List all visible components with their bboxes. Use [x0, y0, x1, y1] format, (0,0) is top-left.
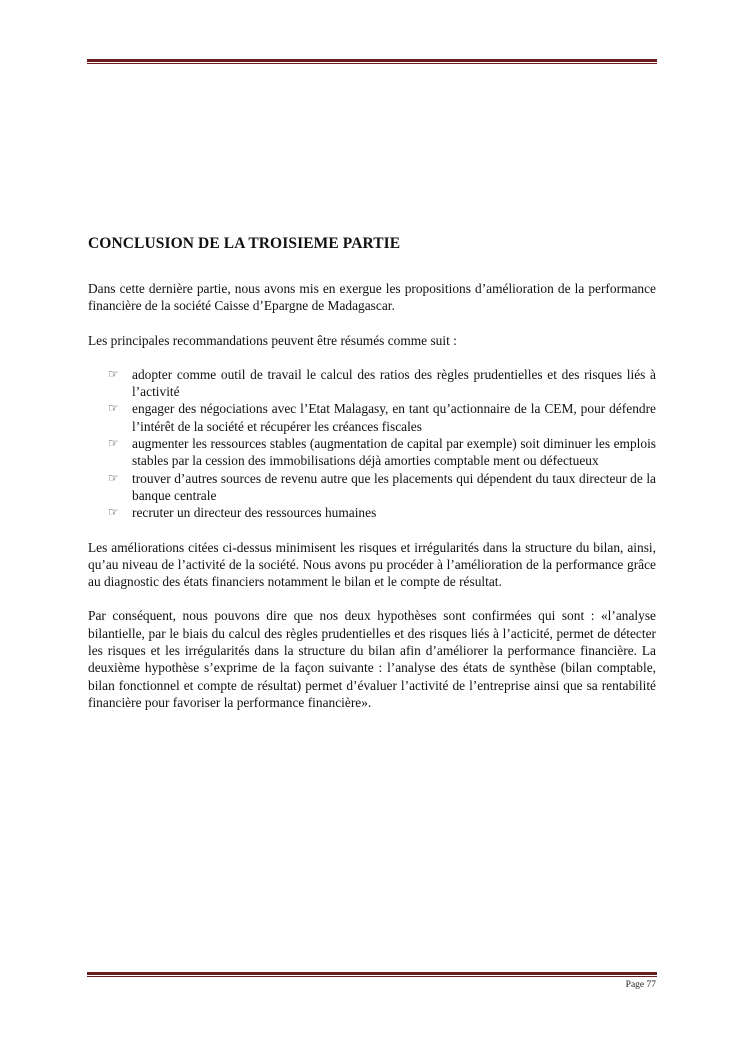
- hypotheses-paragraph: Par conséquent, nous pouvons dire que nos deux hypothèses sont confirmées qui sont : «l’analyse bilantielle, par le biais du calcul des règles prudentielles et des risques liés à l’acticité, permet de détecter les risques et les irrégularités dans la structure du bilan afin d’améliorer la performance financière. La deuxième hypothèse s’exprime de la façon suivante : l’analyse des états de synthèse (bilan comptable, bilan fonctionnel et compte de résultat) permet d’évaluer l’activité de l’entreprise ainsi que sa rentabilité financière pour favoriser la performance financière».: [88, 608, 656, 710]
- list-item-text: engager des négociations avec l’Etat Malagasy, en tant qu’actionnaire de la CEM, pour défendre l’intérêt de la société et récupérer les créances fiscales: [132, 401, 656, 434]
- improvements-paragraph: Les améliorations citées ci-dessus minimisent les risques et irrégularités dans la structure du bilan, ainsi, qu’au niveau de l’activité de la société. Nous avons pu procéder à l’amélioration de la performance grâce au diagnostic des états financiers notamment le bilan et le compte de résultat.: [88, 539, 656, 590]
- list-item: [88, 504, 656, 521]
- list-item-text: recruter un directeur des ressources humaines: [132, 505, 377, 521]
- list-item: [88, 435, 656, 470]
- list-item-text: augmenter les ressources stables (augmentation de capital par exemple) soit diminuer les emplois stables par la cession des immobilisations déjà amorties comptable ment ou défectueux: [132, 436, 656, 469]
- intro-paragraph: Dans cette dernière partie, nous avons mis en exergue les propositions d’amélioration de la performance financière de la société Caisse d’Epargne de Madagascar.: [88, 281, 656, 314]
- list-item-text: trouver d’autres sources de revenu autre que les placements qui dépendent du taux directeur de la banque centrale: [132, 470, 656, 503]
- list-item: [88, 470, 656, 505]
- pointing-hand-icon: ☞: [108, 470, 119, 485]
- pointing-hand-icon: ☞: [108, 401, 119, 416]
- recommendations-list: [88, 366, 656, 522]
- page-content: [88, 234, 656, 728]
- page-number: Page 77: [625, 980, 656, 990]
- recommendations-intro: Les principales recommandations peuvent être résumés comme suit :: [88, 332, 457, 348]
- list-item-text: adopter comme outil de travail le calcul des ratios des règles prudentielles et des risques liés à l’activité: [132, 366, 656, 400]
- list-item: [88, 366, 656, 401]
- footer-rule: [87, 972, 657, 977]
- section-heading: CONCLUSION DE LA TROISIEME PARTIE: [88, 235, 401, 252]
- pointing-hand-icon: ☞: [108, 505, 119, 520]
- pointing-hand-icon: ☞: [108, 366, 119, 381]
- header-rule: [87, 59, 657, 64]
- pointing-hand-icon: ☞: [108, 436, 119, 451]
- list-item: [88, 400, 656, 435]
